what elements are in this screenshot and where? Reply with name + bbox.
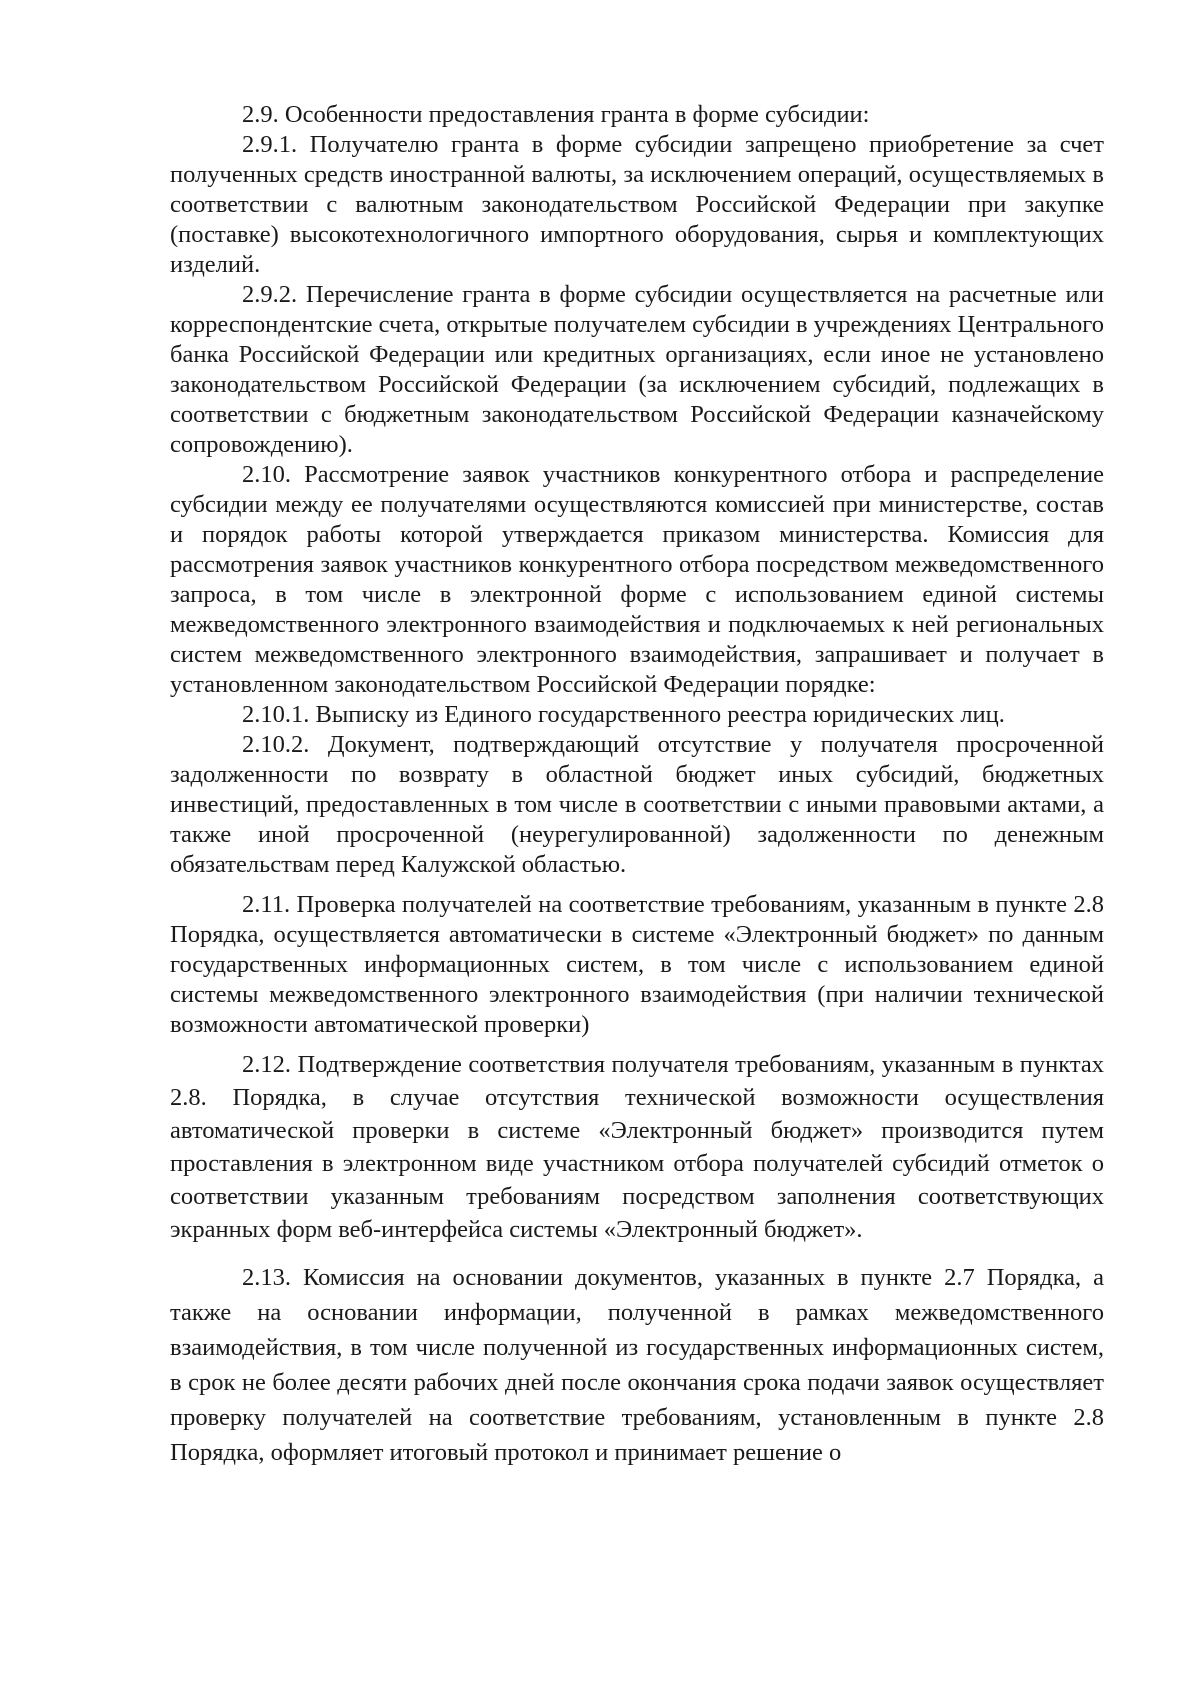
paragraph-2-12: 2.12. Подтверждение соответствия получателя требованиям, указанным в пунктах 2.8. Порядка, в случае отсутствия технической возможности осуществления автоматической проверки в системе «Электронный бюджет» производится путем проставления в электронном виде участником отбора получателей субсидий отметок о соответствии указанным требованиям посредством заполнения соответствующих экранных форм веб-интерфейса системы «Электронный бюджет». xyxy=(170,1051,1104,1243)
paragraph-2-9-2: 2.9.2. Перечисление гранта в форме субсидии осуществляется на расчетные или корреспондентские счета, открытые получателем субсидии в учреждениях Центрального банка Российской Федерации или кредитных организациях, если иное не установлено законодательством Российской Федерации (за исключением субсидий, подлежащих в соответствии с бюджетным законодательством Российской Федерации казначейскому сопровождению). xyxy=(170,281,1104,458)
paragraph-2-9-1: 2.9.1. Получателю гранта в форме субсидии запрещено приобретение за счет полученных средств иностранной валюты, за исключением операций, осуществляемых в соответствии с валютным законодательством Российской Федерации при закупке (поставке) высокотехнологичного импортного оборудования, сырья и комплектующих изделий. xyxy=(170,131,1104,278)
paragraph-2-13: 2.13. Комиссия на основании документов, указанных в пункте 2.7 Порядка, а также на основании информации, полученной в рамках межведомственного взаимодействия, в том числе полученной из государственных информационных систем, в срок не более десяти рабочих дней после окончания срока подачи заявок осуществляет проверку получателей на соответствие требованиям, установленным в пункте 2.8 Порядка, оформляет итоговый протокол и принимает решение о xyxy=(170,1264,1104,1466)
paragraph-2-9: 2.9. Особенности предоставления гранта в форме субсидии: xyxy=(242,101,870,128)
document-page xyxy=(170,100,1104,1470)
paragraph-2-11: 2.11. Проверка получателей на соответствие требованиям, указанным в пункте 2.8 Порядка, осуществляется автоматически в системе «Электронный бюджет» по данным государственных информационных систем, в том числе с использованием единой системы межведомственного электронного взаимодействия (при наличии технической возможности автоматической проверки) xyxy=(170,891,1104,1038)
paragraph-2-10: 2.10. Рассмотрение заявок участников конкурентного отбора и распределение субсидии между ее получателями осуществляются комиссией при министерстве, состав и порядок работы которой утверждается приказом министерства. Комиссия для рассмотрения заявок участников конкурентного отбора посредством межведомственного запроса, в том числе в электронной форме с использованием единой системы межведомственного электронного взаимодействия и подключаемых к ней региональных систем межведомственного электронного взаимодействия, запрашивает и получает в установленном законодательством Российской Федерации порядке: xyxy=(170,461,1104,698)
paragraph-2-10-2: 2.10.2. Документ, подтверждающий отсутствие у получателя просроченной задолженности по возврату в областной бюджет иных субсидий, бюджетных инвестиций, предоставленных в том числе в соответствии с иными правовыми актами, а также иной просроченной (неурегулированной) задолженности по денежным обязательствам перед Калужской областью. xyxy=(170,731,1104,878)
paragraph-2-10-1: 2.10.1. Выписку из Единого государственного реестра юридических лиц. xyxy=(242,701,1005,728)
